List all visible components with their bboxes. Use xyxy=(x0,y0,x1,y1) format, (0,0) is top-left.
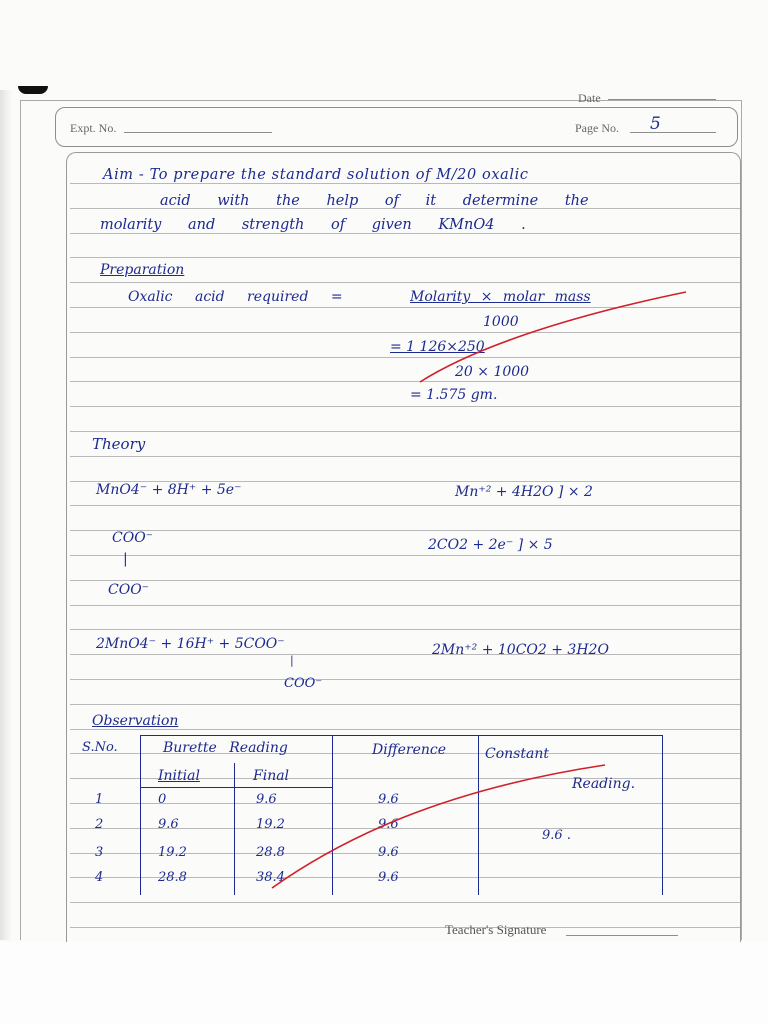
cell-final: 9.6 xyxy=(256,792,277,807)
theory-eq3-right: 2Mn⁺² + 10CO2 + 3H2O xyxy=(432,642,609,658)
bottom-margin xyxy=(0,942,768,1024)
theory-eq1-right: Mn⁺² + 4H2O ] × 2 xyxy=(455,484,593,500)
check-mark-observation xyxy=(272,765,605,888)
theory-heading: Theory xyxy=(92,435,146,453)
cell-sno: 4 xyxy=(95,870,104,885)
cell-final: 19.2 xyxy=(256,817,285,832)
theory-eq2-right: 2CO2 + 2e⁻ ] × 5 xyxy=(428,537,553,553)
cell-initial: 19.2 xyxy=(158,845,187,860)
theory-eq2-bottom: COO⁻ xyxy=(108,582,150,598)
preparation-step-2-denominator: 20 × 1000 xyxy=(455,364,530,380)
constant-value: 9.6 . xyxy=(542,828,571,843)
header-reading: Reading. xyxy=(572,776,636,792)
theory-eq2-mid: | xyxy=(123,551,128,567)
cell-initial: 0 xyxy=(158,792,167,807)
page-no-label: Page No. xyxy=(575,121,619,135)
header-final: Final xyxy=(253,768,290,784)
date-label: Date xyxy=(578,91,601,105)
preparation-step-2: = 1 126×250 xyxy=(390,339,485,355)
cell-sno: 3 xyxy=(95,845,104,860)
cell-initial: 28.8 xyxy=(158,870,187,885)
cell-final: 38.4 xyxy=(256,870,285,885)
cell-sno: 2 xyxy=(95,817,104,832)
cell-sno: 1 xyxy=(95,792,104,807)
preparation-formula-denominator: 1000 xyxy=(483,314,519,330)
expt-no-label: Expt. No. xyxy=(70,121,117,135)
cell-difference: 9.6 xyxy=(378,845,399,860)
theory-eq1-left: MnO4⁻ + 8H⁺ + 5e⁻ xyxy=(96,482,242,498)
header-constant: Constant xyxy=(485,746,549,762)
theory-eq3-bottom: COO⁻ xyxy=(284,676,323,691)
cell-difference: 9.6 xyxy=(378,870,399,885)
header-burette-reading: Burette Reading xyxy=(163,740,288,756)
preparation-formula-numerator: Molarity × molar mass xyxy=(410,289,591,305)
aim-line-1: Aim - To prepare the standard solution of M/20 oxalic xyxy=(103,167,529,183)
preparation-result: = 1.575 gm. xyxy=(410,387,498,403)
theory-eq3-left: 2MnO4⁻ + 16H⁺ + 5COO⁻ xyxy=(96,636,285,652)
teachers-signature-label: Teacher's Signature xyxy=(445,922,547,937)
aim-line-2: acid with the help of it determine the xyxy=(160,193,589,209)
preparation-formula-label: Oxalic acid required = xyxy=(128,289,343,305)
cell-difference: 9.6 xyxy=(378,792,399,807)
observation-heading: Observation xyxy=(92,713,179,729)
signature-line xyxy=(566,935,678,936)
header-initial: Initial xyxy=(158,768,200,784)
header-sno: S.No. xyxy=(82,740,118,755)
preparation-heading: Preparation xyxy=(100,262,185,278)
theory-eq3-mid: | xyxy=(290,654,294,667)
header-difference: Difference xyxy=(372,742,447,758)
page-number-value: 5 xyxy=(650,114,661,134)
cell-initial: 9.6 xyxy=(158,817,179,832)
theory-eq2-top: COO⁻ xyxy=(112,530,154,546)
cell-difference: 9.6 xyxy=(378,817,399,832)
cell-final: 28.8 xyxy=(256,845,285,860)
aim-line-3: molarity and strength of given KMnO4 . xyxy=(100,217,526,233)
check-mark-preparation xyxy=(420,292,686,382)
